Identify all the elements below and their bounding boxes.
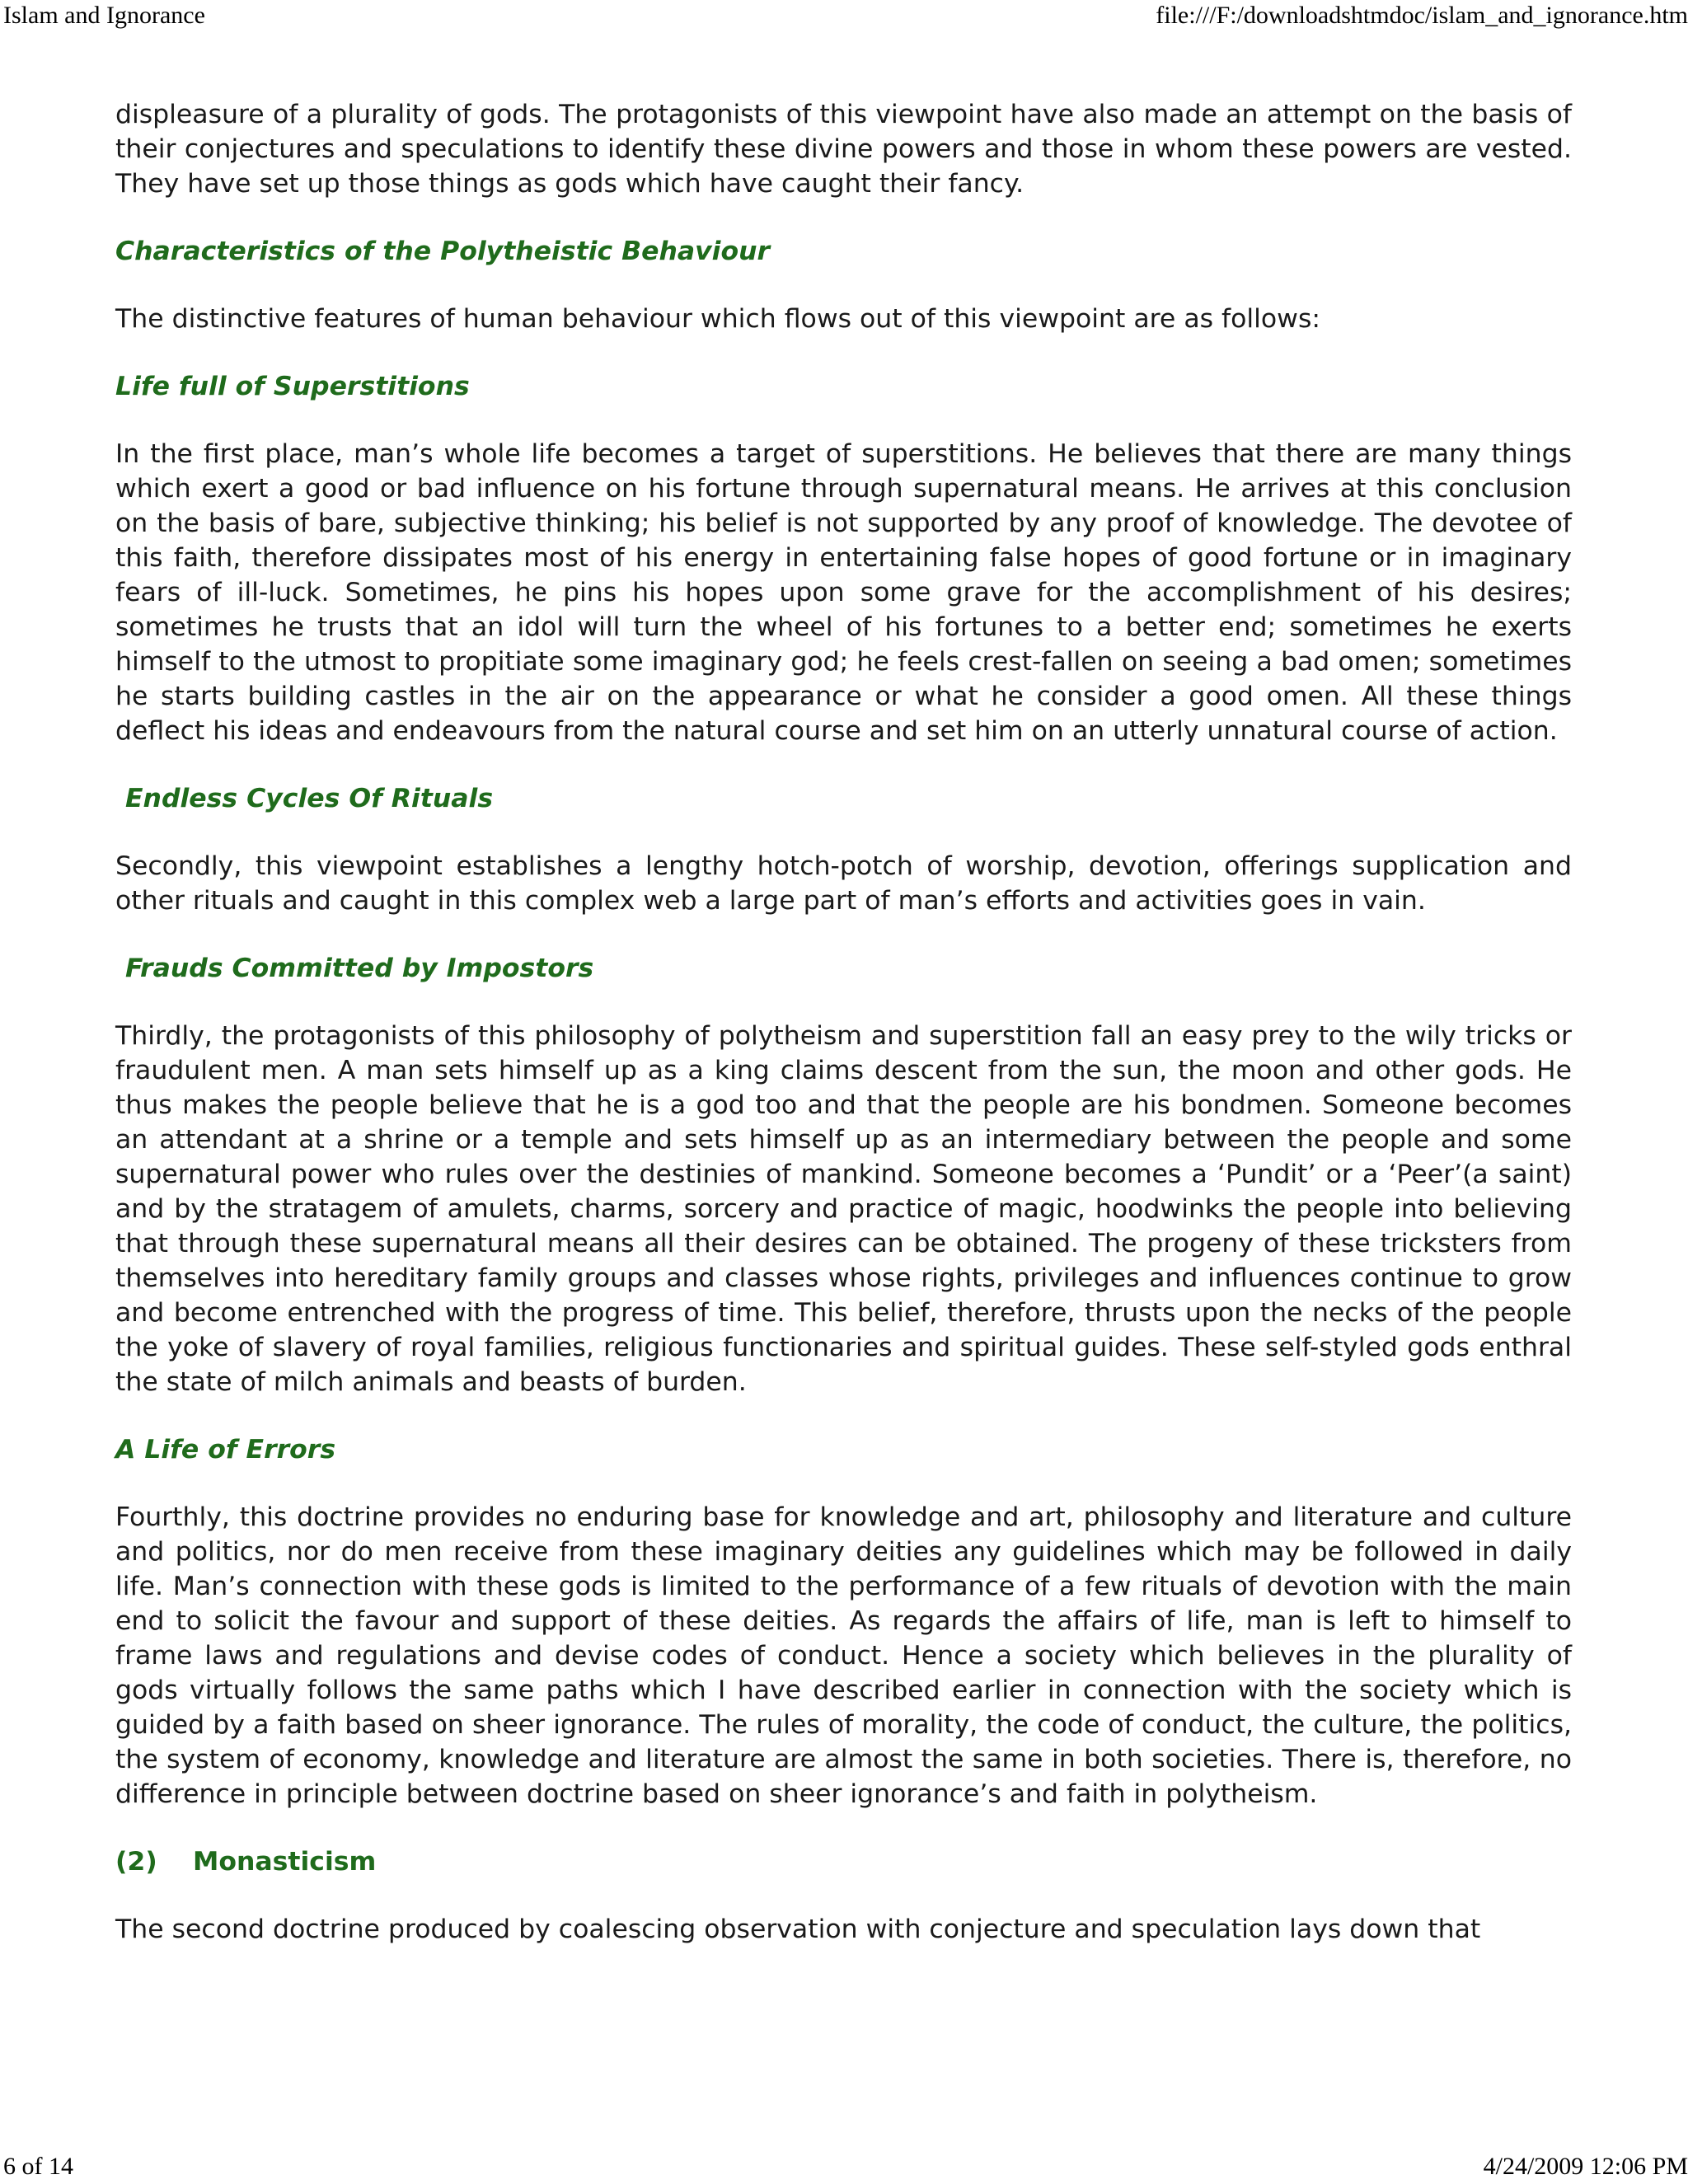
print-header: [0, 0, 1688, 33]
document-title: Islam and Ignorance: [3, 2, 205, 29]
heading-frauds: Frauds Committed by Impostors: [125, 954, 594, 983]
page-number: 6 of 14: [3, 2153, 73, 2180]
intro-paragraph: displeasure of a plurality of gods. The protagonists of this viewpoint have also made an attempt on the basis of their conjectures and speculations to identify these divine powers and those in whom these powers are vested. They have set up those things as gods which have caught their fancy.: [115, 100, 1572, 199]
paragraph-superstitions: In the first place, man’s whole life becomes a target of superstitions. He believes that there are many things which exert a good or bad influence on his fortune through supernatural means. He arrives at this conclusion on the basis of bare, subjective thinking; his belief is not supported by any proof of knowledge. The devotee of this faith, therefore dissipates most of his energy in entertaining false hopes of good fortune or in imaginary fears of ill-luck. Sometimes, he pins his hopes upon some grave for the accomplishment of his desires; sometimes he trusts that an idol will turn the wheel of his fortunes to a better end; sometimes he exerts himself to the utmost to propitiate some imaginary god; he feels crest-fallen on seeing a bad omen; sometimes he starts building castles in the air on the appearance or what he consider a good omen. All these things deflect his ideas and endeavours from the natural course and set him on an utterly unnatural course of action.: [115, 439, 1572, 746]
heading-rituals: Endless Cycles Of Rituals: [125, 784, 494, 813]
heading-superstitions: Life full of Superstitions: [115, 372, 470, 401]
print-footer: [0, 2149, 1688, 2182]
paragraph-monasticism: The second doctrine produced by coalescing observation with conjecture and speculation lays down that: [115, 1915, 1481, 1944]
heading-monasticism-number: (2): [115, 1847, 157, 1877]
heading-monasticism-title: Monasticism: [193, 1847, 377, 1877]
print-datetime: 4/24/2009 12:06 PM: [1483, 2153, 1688, 2180]
paragraph-frauds: Thirdly, the protagonists of this philosophy of polytheism and superstition fall an easy prey to the wily tricks or fraudulent men. A man sets himself up as a king claims descent from the sun, the moon and other gods. He thus makes the people believe that he is a god too and that the people are his bondmen. Someone becomes an attendant at a shrine or a temple and sets himself up as an intermediary between the people and some supernatural power who rules over the destinies of mankind. Someone becomes a ‘Pundit’ or a ‘Peer’(a saint) and by the stratagem of amulets, charms, sorcery and practice of magic, hoodwinks the people into believing that through these supernatural means all their desires can be obtained. The progeny of these tricksters from themselves into hereditary family groups and classes whose rights, privileges and influences continue to grow and become entrenched with the progress of time. This belief, therefore, thrusts upon the necks of the people the yoke of slavery of royal families, religious functionaries and spiritual guides. These self-styled gods enthral the state of milch animals and beasts of burden.: [115, 1021, 1572, 1397]
heading-errors: A Life of Errors: [115, 1435, 336, 1465]
paragraph-rituals: Secondly, this viewpoint establishes a lengthy hotch-potch of worship, devotion, offerings supplication and other rituals and caught in this complex web a large part of man’s efforts and activities goes in vain.: [115, 851, 1572, 916]
heading-characteristics: Characteristics of the Polytheistic Behaviour: [115, 237, 771, 266]
heading-monasticism: [115, 1844, 1572, 1879]
paragraph-characteristics: The distinctive features of human behaviour which flows out of this viewpoint are as follows:: [115, 304, 1320, 334]
article-body: [115, 97, 1572, 1980]
paragraph-errors: Fourthly, this doctrine provides no enduring base for knowledge and art, philosophy and literature and culture and politics, nor do men receive from these imaginary deities any guidelines which may be followed in daily life. Man’s connection with these gods is limited to the performance of a few rituals of devotion with the main end to solicit the favour and support of these deities. As regards the affairs of life, man is left to himself to frame laws and regulations and devise codes of conduct. Hence a society which believes in the plurality of gods virtually follows the same paths which I have described earlier in connection with the society which is guided by a faith based on sheer ignorance. The rules of morality, the code of conduct, the culture, the politics, the system of economy, knowledge and literature are almost the same in both societies. There is, therefore, no difference in principle between doctrine based on sheer ignorance’s and faith in polytheism.: [115, 1502, 1572, 1809]
document-url: file:///F:/downloadshtmdoc/islam_and_ignorance.htm: [1156, 2, 1688, 29]
